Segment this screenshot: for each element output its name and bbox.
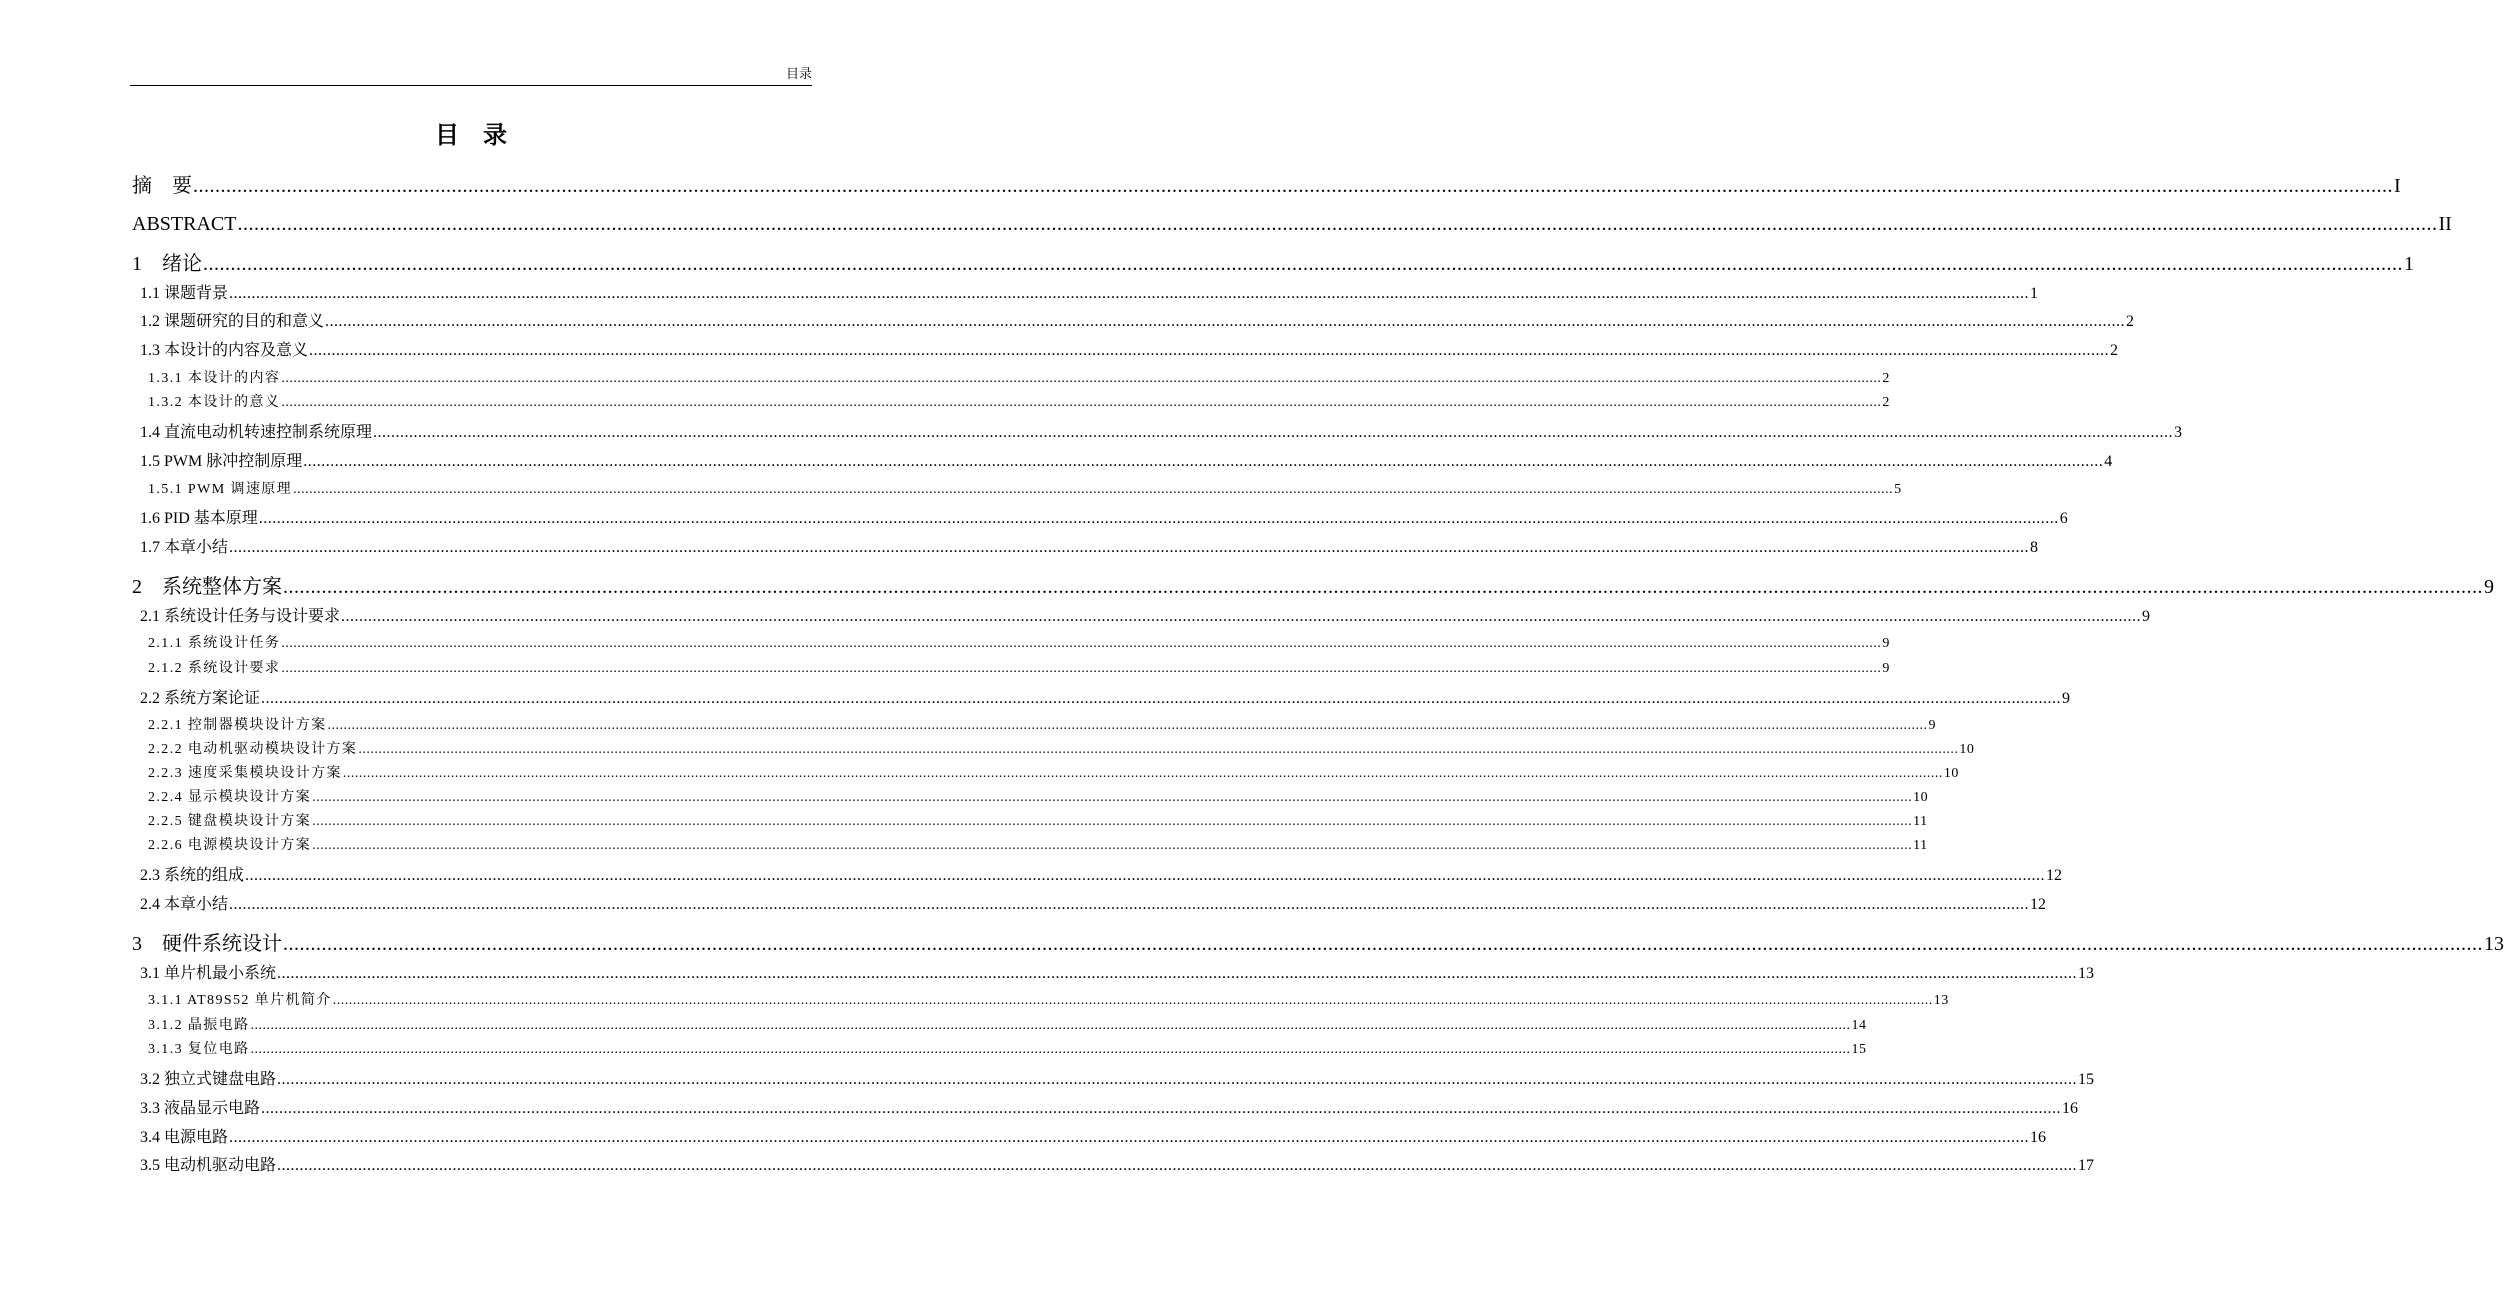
toc-entry-label: 1.3.2 本设计的意义 <box>148 395 281 410</box>
toc-entry[interactable] <box>148 634 1890 654</box>
toc-dot-leader: ................................................................................................................................................................................................................................................................................................................................................................................................................ <box>193 175 2393 197</box>
toc-dot-leader: ................................................................................................................................................................................................................................................................................................................................................................................................................ <box>358 742 1959 757</box>
toc-entry[interactable] <box>148 659 1890 679</box>
toc-entry[interactable] <box>140 451 2113 473</box>
toc-dot-leader: ................................................................................................................................................................................................................................................................................................................................................................................................................ <box>281 395 1882 410</box>
toc-entry[interactable] <box>148 393 1890 413</box>
toc-page-number: 2 <box>2110 342 2119 359</box>
toc-dot-leader: ................................................................................................................................................................................................................................................................................................................................................................................................................ <box>277 1157 2078 1174</box>
toc-dot-leader: ................................................................................................................................................................................................................................................................................................................................................................................................................ <box>312 790 1913 805</box>
toc-dot-leader: ................................................................................................................................................................................................................................................................................................................................................................................................................ <box>325 313 2126 330</box>
toc-entry[interactable] <box>140 1155 2095 1177</box>
toc-page-number: 9 <box>1882 661 1890 676</box>
toc-entry[interactable] <box>148 1016 1867 1036</box>
toc-page-number: 10 <box>1959 742 1975 757</box>
toc-page-number: 9 <box>2062 690 2071 707</box>
toc-entry-label: 1.3 本设计的内容及意义 <box>140 342 309 359</box>
toc-page-number: 5 <box>1894 482 1902 497</box>
toc-entry-label: 2.2.1 控制器模块设计方案 <box>148 718 327 733</box>
toc-page-number: I <box>2394 175 2401 197</box>
toc-entry-label: 2.4 本章小结 <box>140 896 229 913</box>
toc-entry-label: 1.5 PWM 脉冲控制原理 <box>140 453 303 470</box>
toc-page-number: 2 <box>1882 371 1890 386</box>
toc-entry-label: 1 绪论 <box>132 253 202 275</box>
toc-dot-leader: ................................................................................................................................................................................................................................................................................................................................................................................................................ <box>237 213 2438 235</box>
toc-entry[interactable] <box>140 1069 2095 1091</box>
toc-entry-label: 2 系统整体方案 <box>132 576 282 598</box>
toc-entry[interactable] <box>148 836 1928 856</box>
toc-entry-label: 3.1.2 晶振电路 <box>148 1018 250 1033</box>
toc-entry[interactable] <box>140 606 2151 628</box>
toc-entry[interactable] <box>140 1098 2079 1120</box>
toc-entry[interactable] <box>140 537 2039 559</box>
toc-entry[interactable] <box>140 340 2119 362</box>
toc-dot-leader: ................................................................................................................................................................................................................................................................................................................................................................................................................ <box>229 285 2030 302</box>
toc-entry[interactable] <box>140 508 2068 530</box>
toc-entry-label: 3.3 液晶显示电路 <box>140 1100 261 1117</box>
toc-entry[interactable] <box>140 311 2135 333</box>
toc-entry[interactable] <box>140 688 2071 710</box>
toc-page-number: 1 <box>2404 253 2414 275</box>
toc-entry-label: 2.2.6 电源模块设计方案 <box>148 838 312 853</box>
toc-entry[interactable] <box>148 764 1959 784</box>
toc-entry-label: 3.5 电动机驱动电路 <box>140 1157 277 1174</box>
toc-page-number: 2 <box>2126 313 2135 330</box>
toc-entry-label: 3 硬件系统设计 <box>132 933 282 955</box>
toc-dot-leader: ................................................................................................................................................................................................................................................................................................................................................................................................................ <box>261 690 2062 707</box>
toc-entry-label: 1.6 PID 基本原理 <box>140 510 258 527</box>
toc-dot-leader: ................................................................................................................................................................................................................................................................................................................................................................................................................ <box>327 718 1928 733</box>
toc-dot-leader: ................................................................................................................................................................................................................................................................................................................................................................................................................ <box>312 838 1913 853</box>
toc-entry[interactable] <box>132 251 2414 277</box>
toc-dot-leader: ................................................................................................................................................................................................................................................................................................................................................................................................................ <box>277 965 2078 982</box>
toc-entry-label: 2.2.4 显示模块设计方案 <box>148 790 312 805</box>
toc-dot-leader: ................................................................................................................................................................................................................................................................................................................................................................................................................ <box>277 1071 2078 1088</box>
toc-entry[interactable] <box>132 931 2504 957</box>
toc-dot-leader: ................................................................................................................................................................................................................................................................................................................................................................................................................ <box>229 1129 2030 1146</box>
toc-entry-label: 摘 要 <box>132 175 192 197</box>
toc-page-number: II <box>2438 213 2452 235</box>
toc-entry[interactable] <box>148 788 1929 808</box>
toc-dot-leader: ................................................................................................................................................................................................................................................................................................................................................................................................................ <box>281 636 1882 651</box>
toc-entry-label: 3.1.3 复位电路 <box>148 1042 250 1057</box>
toc-page-number: 9 <box>1928 718 1936 733</box>
toc-dot-leader: ................................................................................................................................................................................................................................................................................................................................................................................................................ <box>229 539 2030 556</box>
toc-dot-leader: ................................................................................................................................................................................................................................................................................................................................................................................................................ <box>250 1018 1851 1033</box>
toc-entry[interactable] <box>140 1127 2047 1149</box>
toc-entry[interactable] <box>148 1040 1867 1060</box>
toc-entry-label: 2.3 系统的组成 <box>140 867 245 884</box>
toc-entry-label: 2.2 系统方案论证 <box>140 690 261 707</box>
toc-entry[interactable] <box>148 740 1975 760</box>
toc-entry-label: 3.1.1 AT89S52 单片机简介 <box>148 993 332 1008</box>
toc-dot-leader: ................................................................................................................................................................................................................................................................................................................................................................................................................ <box>283 576 2483 598</box>
toc-entry[interactable] <box>132 211 2452 237</box>
toc-dot-leader: ................................................................................................................................................................................................................................................................................................................................................................................................................ <box>245 867 2046 884</box>
toc-page-number: 10 <box>1913 790 1929 805</box>
toc-page-number: 2 <box>1882 395 1890 410</box>
toc-entry[interactable] <box>140 894 2047 916</box>
toc-dot-leader: ................................................................................................................................................................................................................................................................................................................................................................................................................ <box>283 933 2483 955</box>
toc-dot-leader: ................................................................................................................................................................................................................................................................................................................................................................................................................ <box>341 608 2142 625</box>
toc-dot-leader: ................................................................................................................................................................................................................................................................................................................................................................................................................ <box>309 342 2110 359</box>
toc-entry-label: 1.5.1 PWM 调速原理 <box>148 482 293 497</box>
toc-page-number: 12 <box>2030 896 2047 913</box>
toc-page-number: 17 <box>2078 1157 2095 1174</box>
toc-dot-leader: ................................................................................................................................................................................................................................................................................................................................................................................................................ <box>332 993 1933 1008</box>
toc-page-number: 3 <box>2174 424 2183 441</box>
toc-dot-leader: ................................................................................................................................................................................................................................................................................................................................................................................................................ <box>303 453 2104 470</box>
toc-page-number: 8 <box>2030 539 2039 556</box>
toc-dot-leader: ................................................................................................................................................................................................................................................................................................................................................................................................................ <box>281 661 1882 676</box>
toc-page-number: 13 <box>2078 965 2095 982</box>
toc-entry[interactable] <box>148 480 1902 500</box>
toc-entry-label: 3.2 独立式键盘电路 <box>140 1071 277 1088</box>
toc-entry[interactable] <box>132 574 2494 600</box>
toc-page-number: 16 <box>2030 1129 2047 1146</box>
toc-dot-leader: ................................................................................................................................................................................................................................................................................................................................................................................................................ <box>342 766 1943 781</box>
toc-dot-leader: ................................................................................................................................................................................................................................................................................................................................................................................................................ <box>258 510 2059 527</box>
toc-entry[interactable] <box>148 369 1890 389</box>
toc-dot-leader: ................................................................................................................................................................................................................................................................................................................................................................................................................ <box>312 814 1913 829</box>
toc-page-number: 16 <box>2062 1100 2079 1117</box>
toc-page-number: 9 <box>2484 576 2494 598</box>
toc-dot-leader: ................................................................................................................................................................................................................................................................................................................................................................................................................ <box>281 371 1882 386</box>
toc-page-number: 4 <box>2104 453 2113 470</box>
toc-page-number: 11 <box>1913 814 1928 829</box>
running-header: 目录 <box>785 66 812 81</box>
toc-dot-leader: ................................................................................................................................................................................................................................................................................................................................................................................................................ <box>293 482 1894 497</box>
toc-entry[interactable] <box>140 283 2039 305</box>
toc-entry-label: ABSTRACT <box>132 213 237 235</box>
toc-dot-leader: ................................................................................................................................................................................................................................................................................................................................................................................................................ <box>250 1042 1851 1057</box>
toc-dot-leader: ................................................................................................................................................................................................................................................................................................................................................................................................................ <box>203 253 2403 275</box>
toc-entry[interactable] <box>140 963 2095 985</box>
toc-entry-label: 3.4 电源电路 <box>140 1129 229 1146</box>
toc-page-number: 11 <box>1913 838 1928 853</box>
toc-entry-label: 1.3.1 本设计的内容 <box>148 371 281 386</box>
toc-page-number: 13 <box>2484 933 2504 955</box>
toc-entry-label: 2.1 系统设计任务与设计要求 <box>140 608 341 625</box>
toc-dot-leader: ................................................................................................................................................................................................................................................................................................................................................................................................................ <box>261 1100 2062 1117</box>
toc-entry-label: 3.1 单片机最小系统 <box>140 965 277 982</box>
toc-entry-label: 2.2.5 键盘模块设计方案 <box>148 814 312 829</box>
toc-entry-label: 2.2.2 电动机驱动模块设计方案 <box>148 742 358 757</box>
toc-entry[interactable] <box>148 716 1936 736</box>
toc-page-number: 9 <box>1882 636 1890 651</box>
toc-entry-label: 1.4 直流电动机转速控制系统原理 <box>140 424 373 441</box>
toc-entry-label: 1.2 课题研究的目的和意义 <box>140 313 325 330</box>
toc-entry-label: 1.7 本章小结 <box>140 539 229 556</box>
toc-dot-leader: ................................................................................................................................................................................................................................................................................................................................................................................................................ <box>229 896 2030 913</box>
toc-entry-label: 2.1.2 系统设计要求 <box>148 661 281 676</box>
toc-entry-label: 2.1.1 系统设计任务 <box>148 636 281 651</box>
toc-page-number: 12 <box>2046 867 2063 884</box>
toc-entry-label: 1.1 课题背景 <box>140 285 229 302</box>
toc-entry[interactable] <box>148 991 1949 1011</box>
toc-page-number: 15 <box>2078 1071 2095 1088</box>
toc-entry[interactable] <box>140 422 2183 444</box>
toc-page-number: 14 <box>1851 1018 1867 1033</box>
toc-page-number: 9 <box>2142 608 2151 625</box>
toc-entry[interactable] <box>140 865 2063 887</box>
toc-entry[interactable] <box>132 173 2401 199</box>
toc-dot-leader: ................................................................................................................................................................................................................................................................................................................................................................................................................ <box>373 424 2174 441</box>
toc-page-number: 10 <box>1943 766 1959 781</box>
toc-entry-label: 2.2.3 速度采集模块设计方案 <box>148 766 342 781</box>
toc-entry[interactable] <box>148 812 1928 832</box>
page-title: 目 录 <box>435 121 507 149</box>
toc-page-number: 6 <box>2059 510 2068 527</box>
toc-page-number: 1 <box>2030 285 2039 302</box>
toc-page-number: 15 <box>1851 1042 1867 1057</box>
toc-page-number: 13 <box>1933 993 1949 1008</box>
